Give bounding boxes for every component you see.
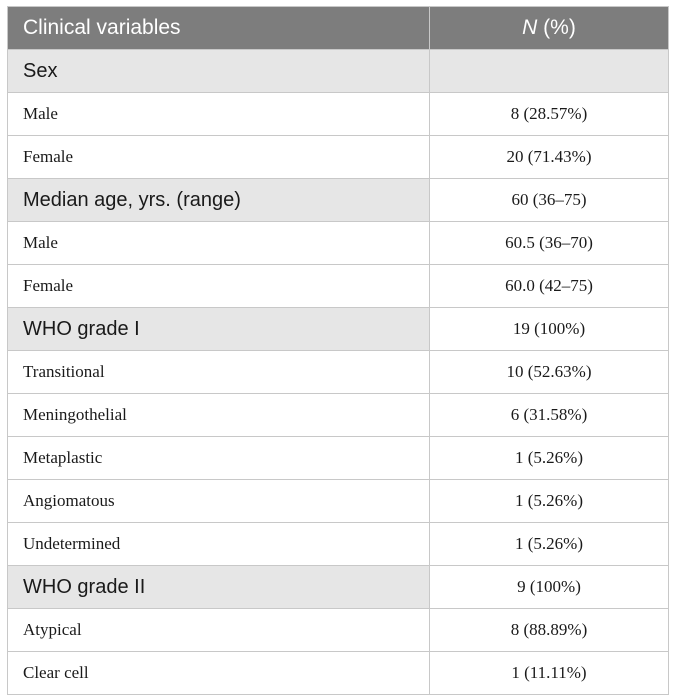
row-label: Female (8, 265, 430, 308)
clinical-variables-table-container (7, 6, 668, 695)
row-label: Meningothelial (8, 394, 430, 437)
row-label: Clear cell (8, 652, 430, 695)
row-value: 60 (36–75) (430, 179, 669, 222)
row-label: Median age, yrs. (range) (8, 179, 430, 222)
row-label: Male (8, 93, 430, 136)
row-label: Male (8, 222, 430, 265)
row-value: 10 (52.63%) (430, 351, 669, 394)
table-row (8, 523, 669, 566)
header-clinical-variables: Clinical variables (8, 7, 430, 50)
row-label: WHO grade I (8, 308, 430, 351)
row-value: 1 (5.26%) (430, 480, 669, 523)
table-row (8, 652, 669, 695)
table-header-row (8, 7, 669, 50)
clinical-variables-table (7, 6, 669, 695)
row-value: 1 (5.26%) (430, 437, 669, 480)
header-n-percent (430, 7, 669, 50)
row-label: Transitional (8, 351, 430, 394)
row-value: 6 (31.58%) (430, 394, 669, 437)
row-label: Angiomatous (8, 480, 430, 523)
row-value (430, 50, 669, 93)
table-row (8, 437, 669, 480)
row-label: Metaplastic (8, 437, 430, 480)
row-label: Sex (8, 50, 430, 93)
row-value: 20 (71.43%) (430, 136, 669, 179)
row-label: WHO grade II (8, 566, 430, 609)
row-label: Atypical (8, 609, 430, 652)
row-value: 8 (28.57%) (430, 93, 669, 136)
table-row-section (8, 308, 669, 351)
header-n-label: N (522, 16, 538, 39)
row-value: 8 (88.89%) (430, 609, 669, 652)
row-value: 60.5 (36–70) (430, 222, 669, 265)
table-row (8, 93, 669, 136)
row-label: Undetermined (8, 523, 430, 566)
table-row (8, 609, 669, 652)
table-row (8, 265, 669, 308)
row-value: 1 (11.11%) (430, 652, 669, 695)
row-value: 60.0 (42–75) (430, 265, 669, 308)
row-label: Female (8, 136, 430, 179)
table-row (8, 394, 669, 437)
table-row (8, 480, 669, 523)
table-row-section (8, 179, 669, 222)
row-value: 1 (5.26%) (430, 523, 669, 566)
header-percent-label: (%) (537, 16, 576, 39)
table-row (8, 222, 669, 265)
table-row (8, 136, 669, 179)
table-row-section (8, 50, 669, 93)
row-value: 19 (100%) (430, 308, 669, 351)
table-row (8, 351, 669, 394)
table-row-section (8, 566, 669, 609)
row-value: 9 (100%) (430, 566, 669, 609)
